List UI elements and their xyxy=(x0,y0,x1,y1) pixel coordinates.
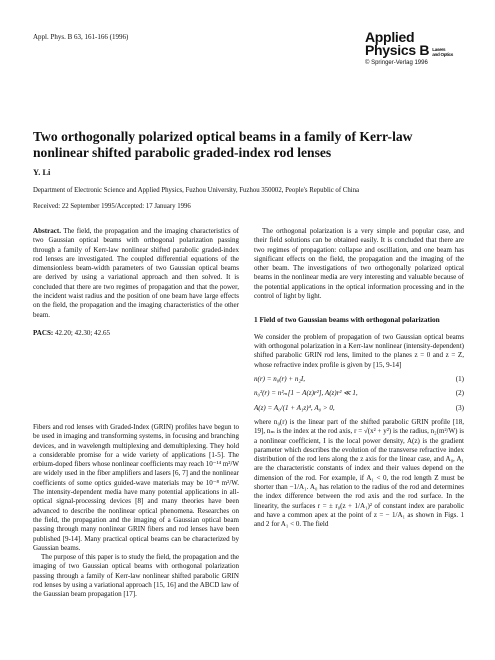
logo-sub-optics: and Optics xyxy=(432,52,453,57)
logo-physics-b-text: Physics B xyxy=(365,42,430,58)
pacs-label: PACS: xyxy=(33,328,54,337)
right-paragraph-3: where n₀(r) is the linear part of the shifted parabolic GRIN profile [18, 19], nₘ is the index at the rod axis, r = √(x² + y²) is the radius, n₂(m²/W) is a nonlinear coefficient, I is the local power density, A(z) is the gradient parameter which describes the evolution of the transverse refractive index distribution of the rod lens along the z axis for the linear case, and A₀, A₁ are the characteristic constants of index and their values depend on the dimension of the rod. For example, if A₁ < 0, the rod length Z must be shorter than −1/A₁. A₀ has relation to the radius of the rod and determines the index difference between the rod axis and the rod surface. In the linearity, the surfaces r = ± r₀(z + 1/A₁)² of constant index are parabolic and have a common apex at the point of z = − 1/A₁ as shown in Figs. 1 and 2 for A₁ < 0. The field xyxy=(254,417,464,529)
logo-subtitle xyxy=(432,47,453,57)
journal-reference: Appl. Phys. B 63, 161-166 (1996) xyxy=(33,33,129,41)
author: Y. Li xyxy=(33,168,51,177)
equation-3-body: A(z) = A₀/(1 + A₁z)⁴, A₀ > 0, xyxy=(254,403,335,412)
equation-1-body: n(r) = n₀(r) + n₂I, xyxy=(254,375,306,384)
section-heading: 1 Field of two Gaussian beams with orthogonal polarization xyxy=(254,315,440,325)
right-paragraph-2: We consider the problem of propagation of two Gaussian optical beams with orthogonal polarization in a Kerr-law nonlinear (intensity-dependent) shifted parabolic GRIN rod lens, limited to the planes z = 0 and z = Z, whose refractive index profile is given by [15, 9-14] xyxy=(254,332,464,369)
equation-2 xyxy=(254,389,464,398)
intro-paragraph-2: The purpose of this paper is to study the field, the propagation and the imaging of two Gaussian optical beams with orthogonal polarization passing through a family of Kerr-law nonlinear shifted parabolic GRIN rod lenses by using a variational approach [15, 16] and the ABCD law of the Gaussian beam propagation [17]. xyxy=(33,553,239,599)
equation-1 xyxy=(254,375,464,384)
received-dates: Received: 22 September 1995/Accepted: 17 January 1996 xyxy=(33,203,191,210)
right-paragraph-1: The orthogonal polarization is a very simple and popular case, and their field solutions can be obtained easily. It is concluded that there are two regimes of propagation: collapse and oscillation, and one beam has significant effects on the field, the propagation and the imaging of the other beam. The investigations of two orthogonally polarized optical beams in the nonlinear media are very interesting and valuable because of the potential applications in the optical information processing and in the control of light by light. xyxy=(254,227,464,301)
intro-paragraph-1: Fibers and rod lenses with Graded-Index (GRIN) profiles have begun to be used in imaging and transforming systems, in focusing and branching devices, and in wavelength multiplexing and demultiplexing. They hold a considerable promise for a wide variety of applications [1-5]. The erbium-doped fibers whose nonlinear coefficients may reach 10⁻¹⁴ m²/W are widely used in the fiber amplifiers and lasers [6, 7] and the nonlinear coefficients of some optics guided-wave materials may be 10⁻⁸ m²/W. The intensity-dependent media have many potential applications in all-optical signal-processing devices [8] and many theories have been advanced to describe the nonlinear optical phenomena. Researches on the field, the propagation and the imaging of a Gaussian optical beam passing through many nonlinear GRIN fibers and rod lenses have been published [9-14]. Many practical optical beams can be characterized by Gaussian beams. xyxy=(33,423,239,552)
abstract-block xyxy=(33,227,239,338)
right-column xyxy=(254,227,464,530)
equation-3 xyxy=(254,404,464,413)
logo-physics-b xyxy=(365,44,465,57)
copyright: © Springer-Verlag 1996 xyxy=(365,60,428,66)
pacs-codes: 42.20; 42.30; 42.65 xyxy=(55,328,111,337)
journal-logo xyxy=(365,31,465,66)
abstract xyxy=(33,227,239,320)
abstract-text: The field, the propagation and the imaging characteristics of two Gaussian optical beams with orthogonal polarization passing through a family of Kerr-law nonlinear shifted parabolic graded-index rod lenses are investigated. The coupled differential equations of the dimensionless beam-width parameters of two Gaussian optical beams are derived by using a variational approach and then solved. It is concluded that there are two regimes of propagation and that the power, the incident waist radius and the position of one beam have large effects on the field, the propagation and the imaging characteristics of the other beam. xyxy=(33,227,239,319)
equation-1-number: (1) xyxy=(455,375,464,384)
logo-applied: Applied xyxy=(365,29,415,45)
equation-3-number: (3) xyxy=(455,403,464,412)
equation-2-number: (2) xyxy=(455,389,464,398)
equation-2-body: n₀²(r) = n²ₘ[1 − A(z)r²], A(z)r² ≪ 1, xyxy=(254,389,358,398)
paper-title: Two orthogonally polarized optical beams in a family of Kerr-law nonlinear shifted parabolic graded-index rod lenses xyxy=(33,129,413,160)
pacs xyxy=(33,329,239,338)
abstract-label: Abstract. xyxy=(33,227,61,235)
affiliation: Department of Electronic Science and Applied Physics, Fuzhou University, Fuzhou 350002, People's Republic of China xyxy=(33,187,360,194)
logo-sub-lasers: Lasers xyxy=(432,47,446,52)
introduction-block xyxy=(33,423,239,600)
